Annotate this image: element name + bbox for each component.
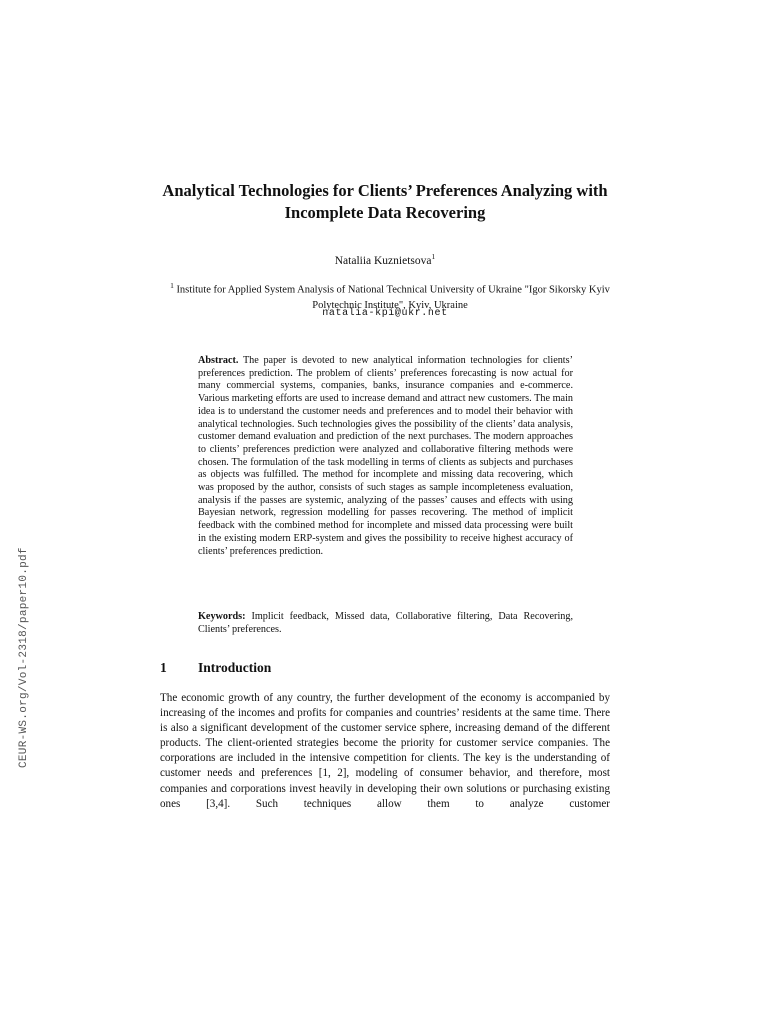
- abstract: [198, 355, 573, 558]
- author-name: Nataliia Kuznietsova: [334, 254, 432, 267]
- side-note-url: CEUR-WS.org/Vol-2318/paper10.pdf: [18, 547, 30, 768]
- keywords-label: Keywords:: [198, 611, 246, 622]
- paper-title: Analytical Technologies for Clients’ Preferences Analyzing with Incomplete Data Recovering: [162, 181, 608, 222]
- author-line: [160, 252, 610, 267]
- abstract-text: The paper is devoted to new analytical information technologies for clients’ preferences prediction. The problem of clients’ preferences forecasting is now actual for many commercial systems, companies, banks, insurance companies and e-commerce. Various marketing efforts are used to increase demand and attract new customers. The main idea is to understand the customer needs and preferences and to model their behavior with analytical technologies. Such technologies gives the possibility of the clients’ data analysis, customer demand evaluation and prediction of the next purchases. The modern approaches to clients’ preferences prediction were analyzed and collaborative filtering methods were chosen. The formulation of the task modelling in terms of clients as subjects and purchases as objects was fulfilled. The method for incomplete and missing data recovering, which was proposed by the author, consists of such stages as sample incompleteness evaluation, analysis if the passes are systemic, analyzing of the passes’ causes and effects with using Bayesian network, regression modelling for passes recovering. The method of implicit feedback with the combined method for incomplete and missed data processing were built in the existing modern ERP-system and gives the possibility to receive highest accuracy of clients’ preferences prediction.: [198, 355, 573, 557]
- body-paragraph: The economic growth of any country, the further development of the economy is accompanied by increasing of the incomes and profits for companies and countries’ residents at the same time. There is also a significant development of the customer service sphere, increasing demand of the different products. The client-oriented strategies become the priority for customer service companies. The corporations are included in the intensive competition for clients. The key is the understanding of customer needs and preferences [1, 2], modeling of consumer behavior, and therefore, most companies and corporations invest heavily in developing their own solutions or purchasing existing ones [3,4]. Such techniques allow them to analyze customer: [160, 692, 610, 810]
- keywords: [198, 611, 573, 636]
- author-mark: 1: [431, 252, 436, 261]
- affiliation-mark: 1: [170, 281, 174, 290]
- section-number: 1: [160, 660, 167, 675]
- author-email: natalia-kpi@ukr.net: [322, 308, 448, 319]
- affiliation-text: Institute for Applied System Analysis of National Technical University of Ukraine "Igor Sikorsky Kyiv Polytechnic Institute", Kyiv, Ukraine: [176, 284, 610, 311]
- section-heading: [160, 660, 610, 676]
- abstract-label: Abstract.: [198, 355, 239, 366]
- section-title: Introduction: [198, 660, 272, 675]
- keywords-text: Implicit feedback, Missed data, Collaborative filtering, Data Recovering, Clients’ preferences.: [198, 611, 574, 635]
